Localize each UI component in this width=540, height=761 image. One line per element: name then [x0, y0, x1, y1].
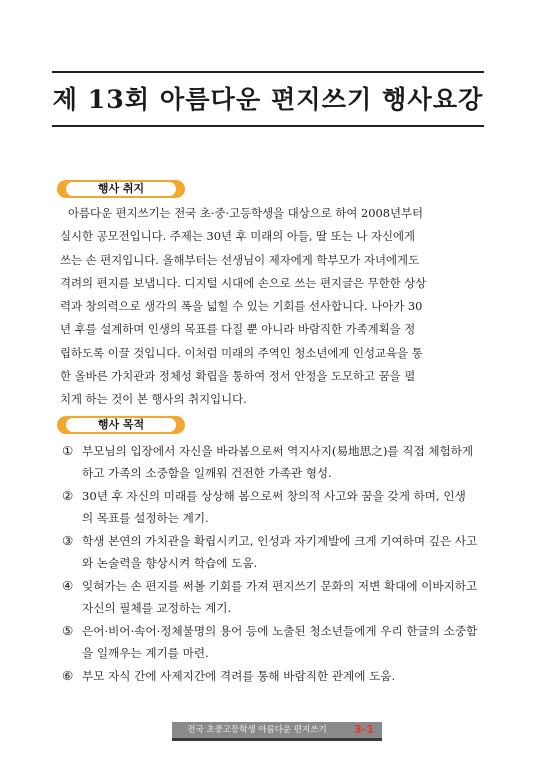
- goal-line: 학생 본연의 가치관을 확립시키고, 인성과 자기계발에 크게 기여하며 깊은 사고: [82, 534, 478, 548]
- title-bottom-rule: [52, 125, 484, 127]
- purpose-line: 격려의 편지를 보냅니다. 디지털 시대에 손으로 쓰는 편지글은 무한한 상상: [60, 275, 427, 290]
- goal-item: [62, 665, 494, 687]
- goal-number: ③: [62, 533, 74, 548]
- goal-line: 30년 후 자신의 미래를 상상해 봄으로써 창의적 사고와 꿈을 갖게 하며, 인생: [82, 489, 466, 503]
- goal-number: ⑥: [62, 668, 74, 683]
- purpose-paragraph: [60, 202, 490, 412]
- purpose-line: 아름다운 편지쓰기는 전국 초·중·고등학생을 대상으로 하여 2008년부터: [68, 206, 424, 220]
- purpose-line: 실시한 공모전입니다. 주제는 30년 후 미래의 아들, 딸 또는 나 자신에게: [60, 229, 416, 244]
- goal-number: ①: [62, 443, 74, 458]
- section-tag-purpose: [57, 180, 185, 198]
- goal-item: [62, 530, 494, 574]
- page-footer: [172, 722, 382, 741]
- title-top-rule: [52, 71, 484, 73]
- page-number: 3-1: [354, 723, 374, 736]
- goal-item: [62, 620, 494, 664]
- purpose-line: 립하도록 이끌 것입니다. 이처럼 미래의 주역인 청소년에게 인성교육을 통: [60, 345, 423, 360]
- footer-title: 전국 초중고등학생 아름다운 편지쓰기: [187, 725, 327, 735]
- goal-line: 와 논술력을 향상시켜 학습에 도움.: [82, 556, 258, 570]
- goal-number: ②: [62, 488, 74, 503]
- section-tag-goals: [57, 416, 185, 434]
- section-tag-purpose-label: 행사 취지: [66, 182, 176, 196]
- purpose-line: 년 후를 설계하며 인생의 목표를 다질 뿐 아니라 바람직한 가족계획을 정: [60, 322, 416, 337]
- purpose-line: 쓰는 손 편지입니다. 올해부터는 선생님이 제자에게 학부모가 자녀에게도: [60, 252, 420, 267]
- goal-number: ⑤: [62, 623, 74, 638]
- purpose-line: 치게 하는 것이 본 행사의 취지입니다.: [60, 392, 247, 407]
- goal-line: 자신의 필체를 교정하는 계기.: [82, 601, 232, 615]
- goal-item: [62, 485, 494, 529]
- goal-item: [62, 575, 494, 619]
- purpose-line: 한 올바른 가치관과 정체성 확립을 통하여 정서 안정을 도모하고 꿈을 펼: [60, 369, 416, 384]
- section-tag-goals-label: 행사 목적: [66, 418, 176, 432]
- goal-line: 하고 가족의 소중함을 일깨워 건전한 가족관 형성.: [82, 466, 332, 480]
- page-title: 제 13회 아름다운 편지쓰기 행사요강: [52, 84, 484, 114]
- purpose-line: 력과 창의력으로 생각의 폭을 넓힐 수 있는 기회를 선사합니다. 나아가 30: [60, 299, 423, 314]
- goal-line: 의 목표를 설정하는 계기.: [82, 511, 209, 525]
- goal-line: 부모님의 입장에서 자신을 바라봄으로써 역지사지(易地思之)를 직접 체험하게: [82, 444, 474, 458]
- goal-number: ④: [62, 578, 74, 593]
- goal-line: 부모 자식 간에 사제지간에 격려를 통해 바람직한 관계에 도움.: [82, 669, 396, 683]
- goal-line: 잊혀가는 손 편지를 써볼 기회를 가져 편지쓰기 문화의 저변 확대에 이바지하고: [82, 579, 478, 593]
- goal-line: 을 일깨우는 계기를 마련.: [82, 646, 209, 660]
- goal-item: [62, 440, 494, 484]
- goal-line: 은어·비어·속어·정체불명의 용어 등에 노출된 청소년들에게 우리 한글의 소중함: [82, 624, 478, 638]
